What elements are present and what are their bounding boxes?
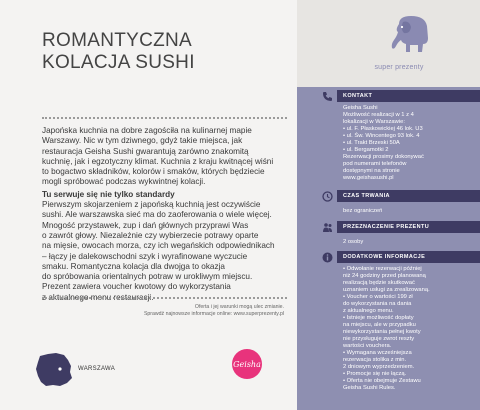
offer-footnote — [42, 304, 284, 318]
clock-icon — [322, 191, 333, 202]
description-line: z aktualnego menu restauracji. — [42, 292, 154, 302]
brand-box — [297, 0, 480, 87]
contact-line: lokalizacji w Warszawie: — [343, 119, 405, 125]
description-line: o zawrót głowy. Niezależnie czy wybierzecie potrawy oparte — [42, 230, 259, 240]
description-line: Warszawy. Nic w tym dziwnego, gdyż takie miejsca, jak — [42, 136, 243, 146]
description-line: Japońska kuchnia na dobre zagościła na kulinarnej mapie — [42, 126, 252, 135]
info-line: realizacją będzie skutkować — [343, 280, 415, 286]
offer-title — [42, 30, 282, 74]
contact-line: dostępnymi na stronie — [343, 168, 400, 174]
contact-line: www.geishasushi.pl — [343, 175, 394, 181]
contact-line: Rezerwacji prosimy dokonywać — [343, 154, 424, 160]
contact-line: • ul. Św. Wincentego 93 lok. 4 — [343, 133, 420, 139]
info-panel — [297, 0, 480, 410]
dotted-divider — [42, 117, 287, 119]
info-line: uznaniem usługi za zrealizowaną. — [343, 287, 430, 293]
people-value: 2 osoby — [343, 239, 364, 245]
description-line: to bogactwo składników, kolorów i smaków, których będziecie — [42, 167, 265, 177]
description-line: restauracja Geisha Sushi gwarantują zarówno znakomitą — [42, 146, 249, 156]
info-line: z aktualnego menu. — [343, 308, 394, 314]
contact-line: Geisha Sushi — [343, 105, 378, 111]
info-line: wartości vouchera. — [343, 343, 392, 349]
contact-heading: KONTAKT — [337, 90, 480, 102]
contact-details — [343, 105, 475, 182]
people-icon — [322, 222, 333, 233]
info-line: nie przysługuje zwrot reszty — [343, 336, 415, 342]
info-icon — [322, 252, 333, 263]
contact-line: • ul. Bergamotki 2 — [343, 147, 389, 153]
description-subheading: Tu serwuje się nie tylko standardy — [42, 189, 175, 199]
description-line: – łączy je dalekowschodni szyk i wyrafinowane wyczucie — [42, 251, 248, 261]
contact-line: • ul. Trakt Brzeski 50A — [343, 140, 400, 146]
location-label: WARSZAWA — [78, 366, 116, 372]
dotted-divider — [42, 297, 287, 299]
brand-name: super prezenty — [374, 64, 424, 71]
contact-line: Możliwość realizacji w 1 z 4 — [343, 112, 414, 118]
info-line: • Promocje się nie łączą. — [343, 371, 407, 377]
info-details — [343, 266, 475, 392]
geisha-sushi-logo — [231, 348, 263, 380]
info-line: 2 dniowym wyprzedzeniem. — [343, 364, 415, 370]
phone-icon — [322, 91, 333, 102]
info-line: • Odwołanie rezerwacji później — [343, 266, 422, 272]
description-line: Mnogość przystawek, zup i dań głównych przyprawi Was — [42, 220, 249, 230]
description-line: kuchnię, jak i egzotyczny klimat. Kuchnia z kraju kwitnącej wiśni — [42, 156, 274, 166]
title-line: KOLACJA SUSHI — [42, 52, 195, 73]
description-line: na mięsie, owocach morza, czy ich wegańskich odpowiednikach — [42, 241, 275, 251]
info-line: niż 24 godziny przed planowaną — [343, 273, 426, 279]
contact-line: pod numerami telefonów — [343, 161, 407, 167]
partner-logo-text: Geisha — [233, 360, 261, 369]
info-line: rezerwacja stolika z min. — [343, 357, 407, 363]
description-line: mogli spróbować podczas wykwintnej kolacji. — [42, 177, 206, 187]
poland-map-icon — [34, 352, 74, 388]
offer-description — [42, 126, 282, 303]
description-line: sushi. Ale warszawska sieć ma do zaoferowania o wiele więcej. — [42, 210, 272, 220]
description-line: Prezent zawiera voucher kwotowy do wykorzystania — [42, 282, 231, 292]
description-line: smaku. Romantyczna kolacja dla dwojga to okazja — [42, 261, 225, 271]
elephant-icon — [389, 14, 435, 56]
description-line: Pierwszym skojarzeniem z japońską kuchnią jest oczywiście — [42, 200, 261, 210]
info-heading: DODATKOWE INFORMACJE — [337, 251, 480, 263]
info-line: • Voucher o wartości 199 zł — [343, 294, 413, 300]
description-line: do spróbowania orientalnych potraw w urokliwym miejscu. — [42, 272, 253, 282]
info-line: • Oferta nie obejmuje Zestawu — [343, 378, 421, 384]
duration-value: bez ograniczeń — [343, 208, 383, 214]
info-line: • Istnieje możliwość dopłaty — [343, 315, 414, 321]
info-line: niewykorzystania pełnej kwoty — [343, 329, 421, 335]
info-line: • Wymagana wcześniejsza — [343, 350, 412, 356]
info-line: Geisha Sushi Rules. — [343, 385, 396, 391]
info-line: na miejscu, ale w przypadku — [343, 322, 416, 328]
title-line: ROMANTYCZNA — [42, 30, 193, 51]
info-line: do wykorzystania na dania — [343, 301, 412, 307]
footnote-line: Oferta i jej warunki mogą ulec zmianie. — [194, 304, 284, 310]
contact-line: • ul. F. Płaskowickiej 46 lok. U3 — [343, 126, 423, 132]
duration-heading: CZAS TRWANIA — [337, 190, 480, 202]
footnote-line: Sprawdź najnowsze informacje online: www.superprezenty.pl — [143, 311, 284, 317]
people-heading: PRZEZNACZENIE PREZENTU — [337, 221, 480, 233]
